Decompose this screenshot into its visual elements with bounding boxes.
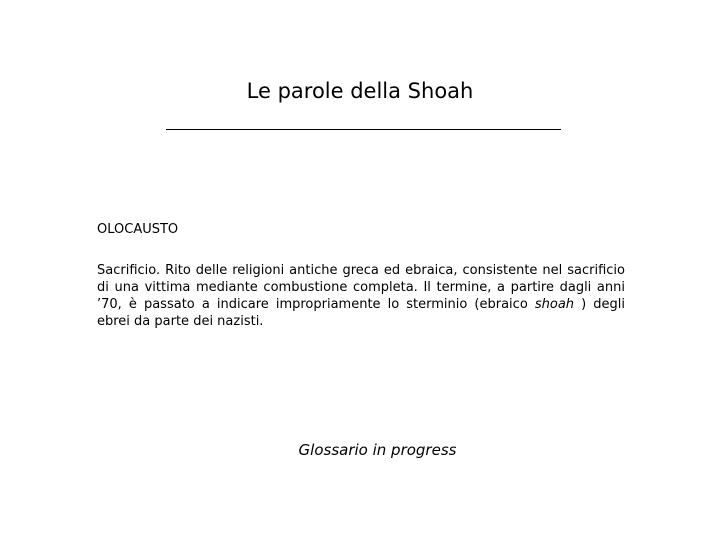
glossary-definition <box>97 262 625 330</box>
title-underline <box>166 129 561 130</box>
definition-text-start: Sacrificio. Rito delle religioni antiche greca ed ebraica, consistente nel sacrificio di una vittima mediante combustione completa. Il termine, a partire dagli anni ’70, è passato a indicare impropriamente lo sterminio (ebraico <box>97 263 625 312</box>
glossary-term: OLOCAUSTO <box>97 222 179 237</box>
definition-text-end: ) degli ebrei da parte dei nazisti. <box>97 297 625 329</box>
page-title: Le parole della Shoah <box>246 79 474 103</box>
footer-note: Glossario in progress <box>298 441 457 459</box>
definition-italic-term: shoah <box>534 297 575 312</box>
